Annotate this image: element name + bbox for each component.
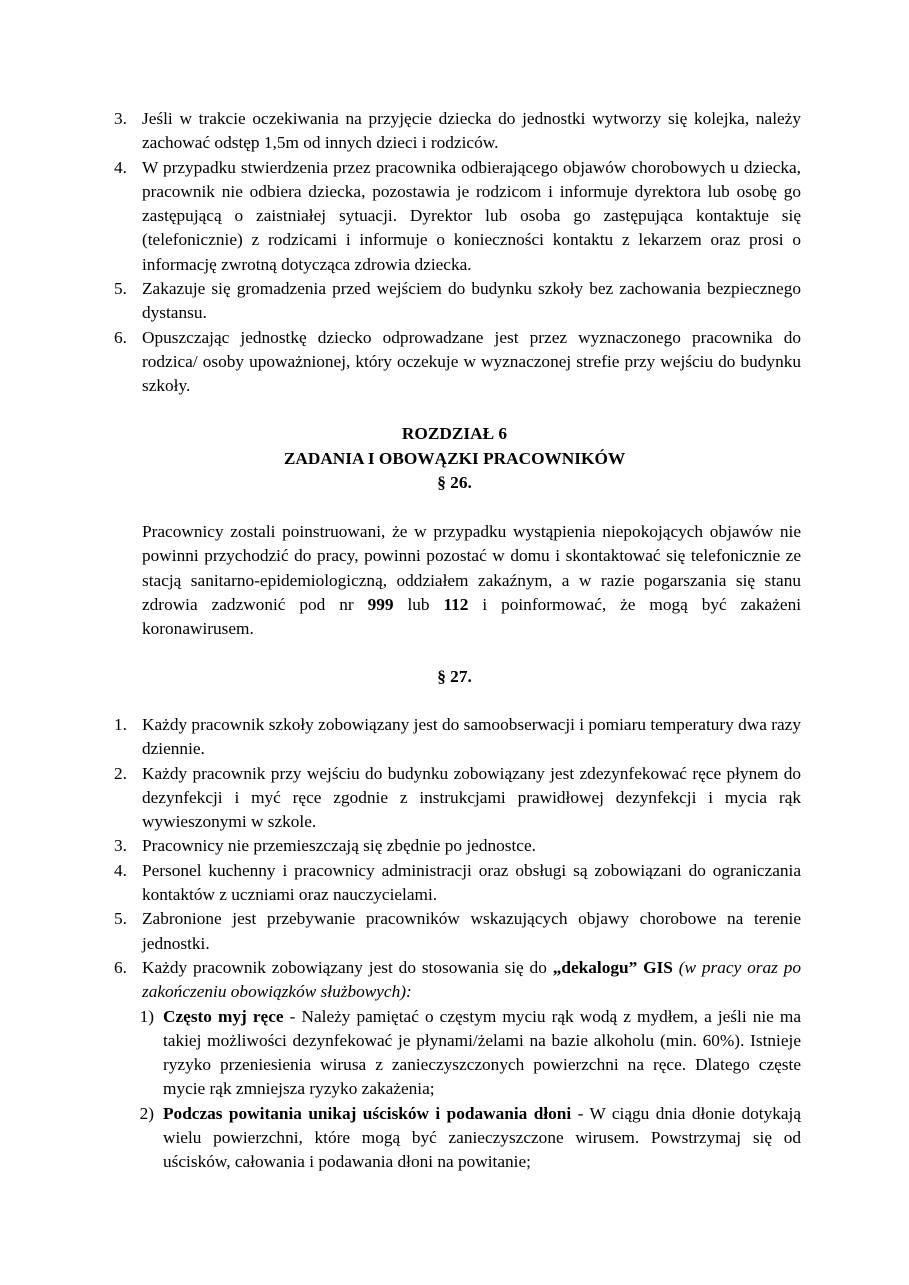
- list-number: 1.: [114, 715, 127, 734]
- list-text: Zakazuje się gromadzenia przed wejściem do budynku szkoły bez zachowania bezpiecznego dystansu.: [142, 279, 801, 323]
- list-text: Opuszczając jednostkę dziecko odprowadzane jest przez wyznaczonego pracownika do rodzica/ osoby upoważnionej, który oczekuje w wyznaczonej strefie przy wejściu do budynku szkoły.: [142, 327, 801, 396]
- chapter-subtitle: ZADANIA I OBOWĄZKI PRACOWNIKÓW: [283, 449, 626, 468]
- list-text: Zabronione jest przebywanie pracowników wskazujących objawy chorobowe na terenie jednostki.: [142, 909, 801, 953]
- list-item: [0, 713, 909, 762]
- sublist-text: [163, 1102, 801, 1175]
- sublist-number: 2): [139, 1103, 154, 1123]
- list-text: Pracownicy nie przemieszczają się zbędnie po jednostce.: [142, 836, 536, 856]
- list-number: 2.: [114, 763, 127, 783]
- list-text: W przypadku stwierdzenia przez pracownika odbierającego objawów chorobowych u dziecka, pracownik nie odbiera dziecka, pozostawia je rodzicom i informuje dyrektora lub osobę go zastępującą o zaistniałej sytuacji. Dyrektor lub osoba go zastępująca kontaktuje się (telefonicznie) z rodzicami i informuje o konieczności kontaktu z lekarzem oraz prosi o informację zwrotną dotycząca zdrowia dziecka.: [142, 157, 801, 274]
- paragraph-text: i poinformować, że mogą być zakażeni koronawirusem.: [142, 594, 802, 639]
- item-bold: „dekalogu” GIS: [552, 957, 673, 977]
- list-item: [0, 762, 909, 835]
- sublist-bold: Podczas powitania unikaj uścisków i podawania dłoni: [163, 1103, 572, 1123]
- list-text: [142, 956, 801, 1005]
- list-item: [0, 834, 909, 858]
- list-number: 5.: [114, 909, 127, 929]
- paragraph-text: Pracownicy zostali poinstruowani, że w przypadku wystąpienia niepokojących objawów nie powinni przychodzić do pracy, powinni pozostać w domu i skontaktować się telefonicznie ze stacją sanitarno-epidemiologiczną, oddziałem zakaźnym, a w razie pogarszania się stanu zdrowia zadzwonić pod nr: [142, 522, 801, 614]
- section-heading-27: § 27.: [437, 667, 472, 686]
- sublist-item: [0, 1005, 909, 1102]
- list-number: 3.: [114, 836, 127, 856]
- paragraph-26: [142, 520, 801, 641]
- list-27: [0, 713, 909, 1175]
- chapter-title: ROZDZIAŁ 6: [401, 424, 508, 443]
- list-number: 5.: [114, 279, 127, 299]
- list-item: [0, 107, 909, 156]
- list-number: 4.: [114, 157, 127, 177]
- phone-number: 112: [443, 594, 469, 614]
- list-number: 6.: [114, 957, 127, 977]
- list-text: Każdy pracownik szkoły zobowiązany jest do samoobserwacji i pomiaru temperatury dwa razy dziennie.: [142, 715, 801, 759]
- list-item: [0, 326, 909, 399]
- list-top: [0, 107, 909, 399]
- sublist-body: - W ciągu dnia dłonie dotykają wielu powierzchni, które mogą być zanieczyszczone wirusem. Powstrzymaj się od uścisków, całowania i podawania dłoni na powitanie;: [163, 1103, 801, 1172]
- sublist-number: 1): [139, 1006, 154, 1026]
- list-item: [0, 859, 909, 908]
- phone-number: 999: [367, 594, 394, 614]
- item-italic: (w pracy oraz po zakończeniu obowiązków służbowych):: [142, 957, 801, 1002]
- list-text: Personel kuchenny i pracownicy administracji oraz obsługi są zobowiązani do ograniczania kontaktów z uczniami oraz nauczycielami.: [142, 860, 801, 905]
- list-text: Jeśli w trakcie oczekiwania na przyjęcie dziecka do jednostki wytworzy się kolejka, należy zachować odstęp 1,5m od innych dzieci i rodziców.: [142, 109, 801, 153]
- list-number: 3.: [114, 109, 127, 128]
- list-item: [0, 907, 909, 956]
- list-text: Każdy pracownik przy wejściu do budynku zobowiązany jest zdezynfekować ręce płynem do dezynfekcji i myć ręce zgodnie z instrukcjami prawidłowej dezynfekcji i mycia rąk wywieszonymi w szkole.: [142, 763, 801, 832]
- list-item: [0, 156, 909, 277]
- sublist-bold: Często myj ręce: [163, 1006, 284, 1026]
- sublist-body: - Należy pamiętać o częstym myciu rąk wodą z mydłem, a jeśli nie ma takiej możliwości dezynfekować je płynami/żelami na bazie alkoholu (min. 60%). Istnieje ryzyko przeniesienia wirusa z zanieczyszczonych powierzchni na ręce. Dlatego częste mycie rąk zmniejsza ryzyko zakażenia;: [163, 1006, 801, 1099]
- list-number: 4.: [114, 860, 127, 880]
- item-text: Każdy pracownik zobowiązany jest do stosowania się do: [142, 957, 547, 977]
- paragraph-text: lub: [407, 594, 430, 614]
- section-heading-26: § 26.: [437, 473, 472, 492]
- list-item: [0, 277, 909, 326]
- list-item: [0, 956, 909, 1005]
- sublist-item: [0, 1102, 909, 1175]
- list-number: 6.: [114, 327, 127, 347]
- sublist-text: [163, 1005, 801, 1102]
